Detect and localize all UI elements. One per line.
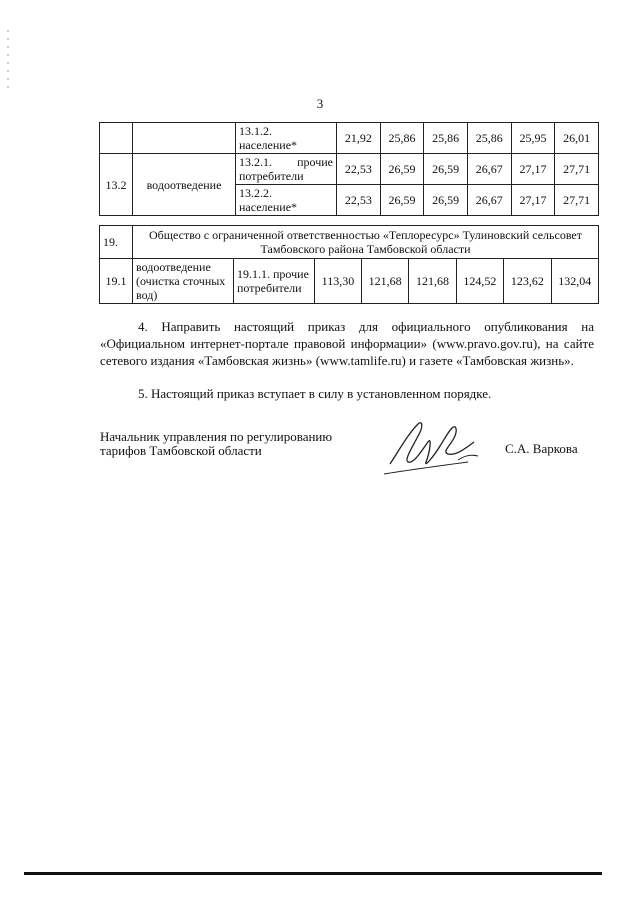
page-number: 3 bbox=[316, 96, 324, 111]
table-cell bbox=[100, 123, 133, 154]
organization-name: Общество с ограниченной ответственностью «Теплоресурс» Тулиновский сельсовет Тамбовского района Тамбовской области bbox=[133, 226, 599, 259]
table-value: 25,86 bbox=[467, 123, 511, 154]
table-value: 123,62 bbox=[504, 259, 551, 304]
section-number: 19. bbox=[100, 226, 133, 259]
table-value: 25,95 bbox=[511, 123, 555, 154]
table-value: 124,52 bbox=[456, 259, 503, 304]
row-label: 19.1.1. прочие потребители bbox=[234, 259, 315, 304]
table-value: 26,59 bbox=[424, 185, 468, 216]
table-value: 25,86 bbox=[380, 123, 424, 154]
table-value: 121,68 bbox=[409, 259, 456, 304]
signatory-name: С.А. Варкова bbox=[505, 441, 578, 456]
table-value: 22,53 bbox=[337, 154, 381, 185]
table-row bbox=[100, 123, 599, 154]
table-value: 26,59 bbox=[424, 154, 468, 185]
table-value: 121,68 bbox=[361, 259, 408, 304]
table-value: 27,71 bbox=[555, 154, 599, 185]
margin-scan-marks bbox=[6, 30, 10, 90]
table-row bbox=[100, 154, 599, 185]
table-value: 27,17 bbox=[511, 185, 555, 216]
row-label: 13.2.2. население* bbox=[236, 185, 337, 216]
row-label: 13.1.2. население* bbox=[236, 123, 337, 154]
table-value: 26,59 bbox=[380, 185, 424, 216]
table-value: 113,30 bbox=[315, 259, 362, 304]
table-value: 25,86 bbox=[424, 123, 468, 154]
row-label: 13.2.1. прочие потребители bbox=[236, 154, 337, 185]
table-value: 132,04 bbox=[551, 259, 598, 304]
tariff-table-13 bbox=[99, 122, 599, 216]
tariff-table-19 bbox=[99, 225, 599, 304]
table-value: 27,17 bbox=[511, 154, 555, 185]
table-value: 27,71 bbox=[555, 185, 599, 216]
bottom-rule bbox=[24, 872, 602, 875]
service-name: водоотведение (очистка сточных вод) bbox=[133, 259, 234, 304]
paragraph-5: 5. Настоящий приказ вступает в силу в установленном порядке. bbox=[138, 386, 492, 401]
signatory-title bbox=[100, 430, 332, 458]
group-number: 13.2 bbox=[100, 154, 133, 216]
signatory-title-line2: тарифов Тамбовской области bbox=[100, 443, 262, 458]
table-value: 26,67 bbox=[467, 154, 511, 185]
table-value: 26,67 bbox=[467, 185, 511, 216]
table-row bbox=[100, 259, 599, 304]
table-row bbox=[100, 226, 599, 259]
table-cell bbox=[133, 123, 236, 154]
sub-number: 19.1 bbox=[100, 259, 133, 304]
table-value: 26,01 bbox=[555, 123, 599, 154]
table-value: 26,59 bbox=[380, 154, 424, 185]
signatory-title-line1: Начальник управления по регулированию bbox=[100, 429, 333, 444]
group-service: водоотведение bbox=[133, 154, 236, 216]
table-value: 21,92 bbox=[337, 123, 381, 154]
handwritten-signature bbox=[378, 412, 488, 487]
table-value: 22,53 bbox=[337, 185, 381, 216]
paragraph-4: 4. Направить настоящий приказ для официального опубликования на «Официальном интернет-портале правовой информации» (www.pravo.gov.ru), на сайте сетевого издания «Тамбовская жизнь» (www.tamlife.ru) и газете «Тамбовская жизнь». bbox=[100, 319, 594, 368]
